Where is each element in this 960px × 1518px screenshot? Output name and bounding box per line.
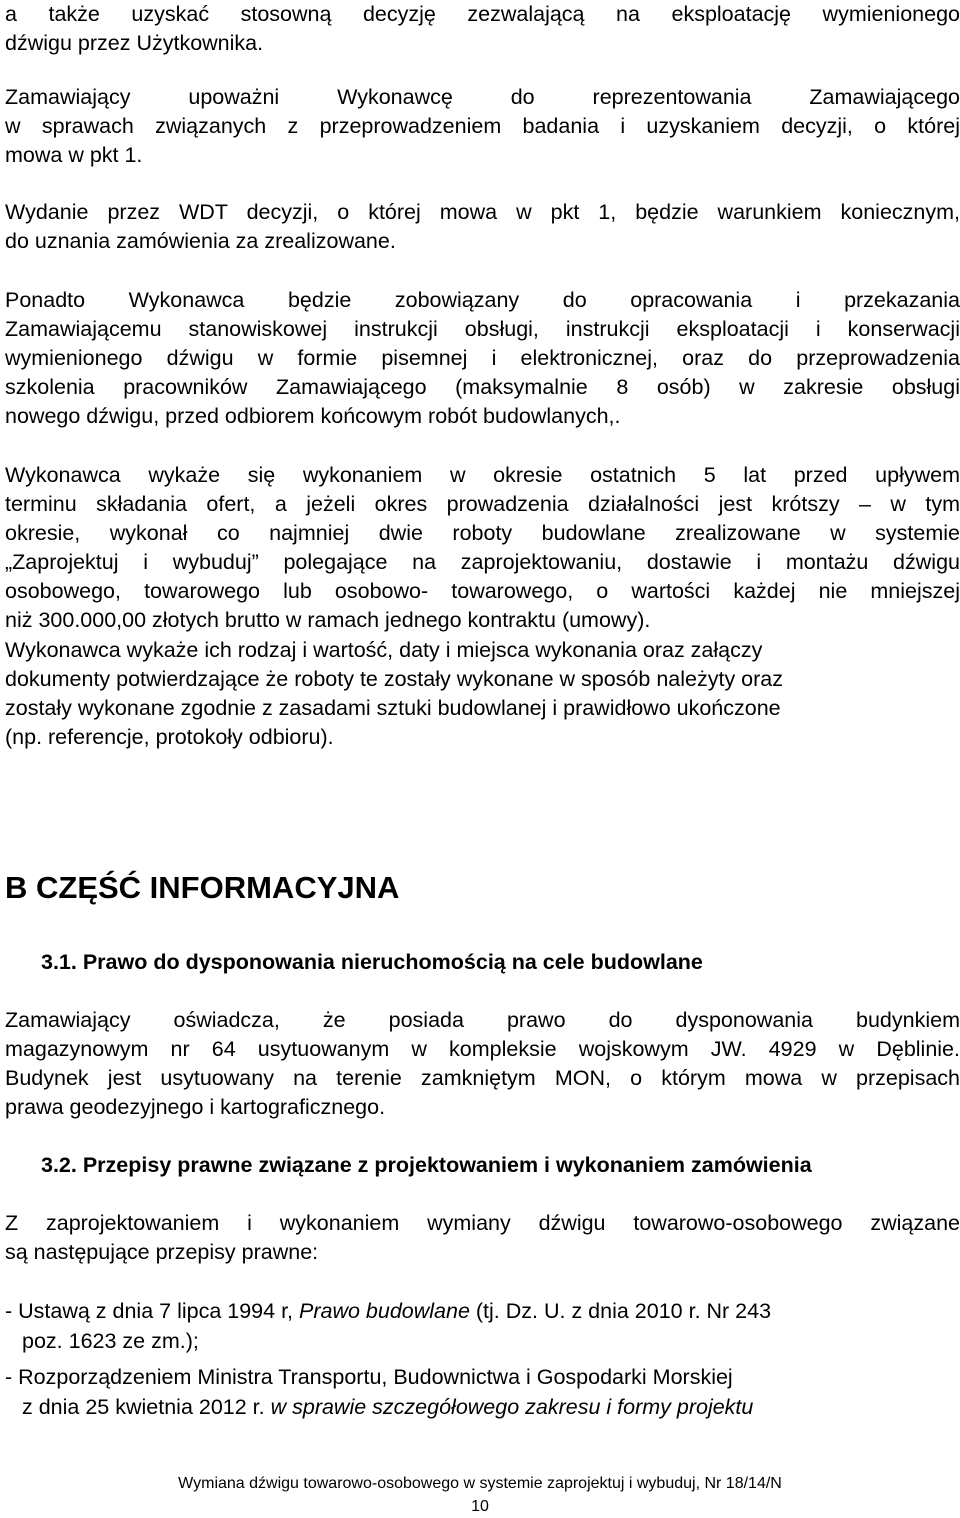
text-line: mowa w pkt 1. [5, 143, 143, 167]
section-title: B CZĘŚĆ INFORMACYJNA [5, 870, 400, 905]
paragraph-documents [5, 636, 960, 752]
text-line: Zamawiającemu stanowiskowej instrukcji obsługi, instrukcji eksploatacji i konserwacji [5, 317, 960, 341]
list-line [5, 1296, 960, 1326]
text-line: prawa geodezyjnego i kartograficznego. [5, 1095, 386, 1119]
list-text: (tj. Dz. U. z dnia 2010 r. Nr 243 [469, 1299, 772, 1323]
paragraph-property-rights [5, 1006, 960, 1122]
text-line: szkolenia pracowników Zamawiającego (maksymalnie 8 osób) w zakresie obsługi [5, 375, 960, 399]
list-text: - Ustawą z dnia 7 lipca 1994 r, [5, 1299, 299, 1323]
text-line: „Zaprojektuj i wybuduj” polegające na zaprojektowaniu, dostawie i montażu dźwigu [5, 550, 960, 574]
text-line: osobowego, towarowego lub osobowo- towarowego, o wartości każdej nie mniejszej [5, 579, 960, 603]
text-line: Zamawiający oświadcza, że posiada prawo do dysponowania budynkiem [5, 1008, 960, 1032]
paragraph-legal-regulations-intro [5, 1209, 960, 1267]
paragraph-instructions-training [5, 286, 960, 431]
list-item-regulation [5, 1362, 960, 1422]
list-line: poz. 1623 ze zm.); [22, 1329, 199, 1353]
list-line: - Rozporządzeniem Ministra Transportu, Budownictwa i Gospodarki Morskiej [5, 1365, 733, 1389]
text-line: Z zaprojektowaniem i wykonaniem wymiany dźwigu towarowo-osobowego związane [5, 1211, 960, 1235]
page-footer: Wymiana dźwigu towarowo-osobowego w systemie zaprojektuj i wybuduj, Nr 18/14/N [178, 1475, 782, 1492]
text-line: magazynowym nr 64 usytuowanym w kompleksie wojskowym JW. 4929 w Dęblinie. [5, 1037, 960, 1061]
text-line: Zamawiający upoważni Wykonawcę do reprezentowania Zamawiającego [5, 85, 960, 109]
text-line: dźwigu przez Użytkownika. [5, 31, 264, 55]
list-line [5, 1392, 960, 1422]
paragraph-experience-requirement [5, 461, 960, 635]
paragraph-continuation [5, 0, 960, 58]
text-line: Wykonawca wykaże się wykonaniem w okresie ostatnich 5 lat przed upływem [5, 463, 960, 487]
text-line: Wykonawca wykaże ich rodzaj i wartość, daty i miejsca wykonania oraz załączy [5, 638, 763, 662]
text-line: Ponadto Wykonawca będzie zobowiązany do opracowania i przekazania [5, 288, 960, 312]
text-line: terminu składania ofert, a jeżeli okres prowadzenia działalności jest krótszy – w tym [5, 492, 960, 516]
page-number: 10 [471, 1498, 489, 1515]
text-line: wymienionego dźwigu w formie pisemnej i elektronicznej, oraz do przeprowadzenia [5, 346, 960, 370]
list-text: z dnia 25 kwietnia 2012 r. [22, 1395, 271, 1419]
text-line: nowego dźwigu, przed odbiorem końcowym robót budowlanych,. [5, 404, 621, 428]
text-line: a także uzyskać stosowną decyzję zezwalającą na eksploatację wymienionego [5, 2, 960, 26]
text-line: są następujące przepisy prawne: [5, 1240, 319, 1264]
text-line: (np. referencje, protokoły odbioru). [5, 725, 334, 749]
text-line: dokumenty potwierdzające że roboty te zostały wykonane w sposób należyty oraz [5, 667, 783, 691]
text-line: Budynek jest usytuowany na terenie zamkniętym MON, o którym mowa w przepisach [5, 1066, 960, 1090]
paragraph-wdt-decision [5, 198, 960, 256]
subsection-heading-3-2: 3.2. Przepisy prawne związane z projektowaniem i wykonaniem zamówienia [41, 1153, 812, 1177]
text-line: zostały wykonane zgodnie z zasadami sztuki budowlanej i prawidłowo ukończone [5, 696, 781, 720]
list-text-italic: Prawo budowlane [299, 1299, 470, 1323]
list-item-construction-law [5, 1296, 960, 1356]
text-line: w sprawach związanych z przeprowadzeniem badania i uzyskaniem decyzji, o której [5, 114, 960, 138]
text-line: okresie, wykonał co najmniej dwie roboty budowlane zrealizowane w systemie [5, 521, 960, 545]
text-line: Wydanie przez WDT decyzji, o której mowa w pkt 1, będzie warunkiem koniecznym, [5, 200, 960, 224]
subsection-heading-3-1: 3.1. Prawo do dysponowania nieruchomością na cele budowlane [41, 950, 703, 974]
text-line: niż 300.000,00 złotych brutto w ramach jednego kontraktu (umowy). [5, 608, 651, 632]
paragraph-authorization [5, 83, 960, 170]
text-line: do uznania zamówienia za zrealizowane. [5, 229, 396, 253]
list-text-italic: w sprawie szczegółowego zakresu i formy projektu [270, 1395, 754, 1419]
document-page [5, 0, 960, 1515]
